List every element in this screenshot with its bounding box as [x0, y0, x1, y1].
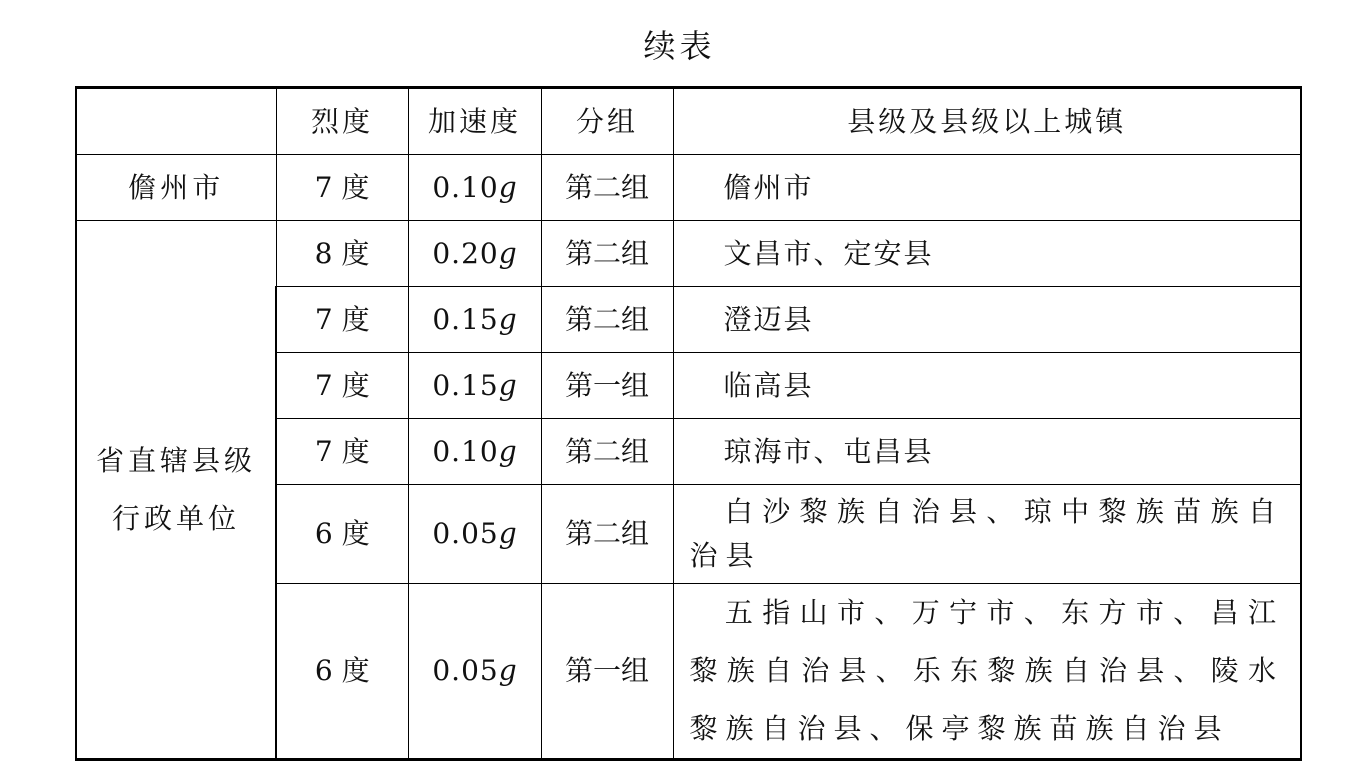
- header-cell-intensity: 烈度: [276, 88, 408, 155]
- acceleration-value: 0.05: [432, 654, 499, 687]
- towns-text: 文昌市、定安县: [723, 236, 934, 270]
- seismic-table: [75, 86, 1302, 761]
- g-unit: g: [498, 517, 517, 550]
- acceleration-value: 0.15: [432, 368, 499, 402]
- group-cell: 第二组: [541, 419, 673, 485]
- acceleration-value: 0.10: [432, 434, 499, 468]
- table-title: 续表: [643, 27, 716, 65]
- table-row: [76, 221, 1301, 287]
- towns-cell: [673, 419, 1301, 485]
- group-cell: 第一组: [541, 584, 673, 760]
- towns-cell: [673, 584, 1301, 760]
- towns-text: 澄迈县: [723, 302, 814, 336]
- region-line-1: 省直辖县级: [95, 443, 256, 477]
- group-cell: 第二组: [541, 485, 673, 584]
- towns-text: 临高县: [723, 368, 814, 402]
- towns-text: 儋州市: [723, 170, 814, 204]
- region-cell: 儋州市: [76, 155, 276, 221]
- acceleration-cell: [408, 221, 541, 287]
- acceleration-cell: [408, 155, 541, 221]
- group-cell: 第二组: [541, 221, 673, 287]
- g-unit: g: [498, 170, 517, 204]
- intensity-cell: 6 度: [276, 584, 408, 760]
- acceleration-value: 0.10: [432, 170, 499, 204]
- towns-text: 白沙黎族自治县、琼中黎族苗族自治县: [689, 495, 1284, 572]
- g-unit: g: [498, 302, 517, 336]
- acceleration-cell: [408, 419, 541, 485]
- group-cell: 第二组: [541, 155, 673, 221]
- header-cell-region: [76, 88, 276, 155]
- towns-cell: [673, 353, 1301, 419]
- intensity-cell: 7 度: [276, 419, 408, 485]
- intensity-cell: 7 度: [276, 155, 408, 221]
- intensity-cell: 7 度: [276, 353, 408, 419]
- g-unit: g: [498, 434, 517, 468]
- region-line-2: 行政单位: [111, 501, 240, 535]
- g-unit: g: [498, 368, 517, 402]
- towns-text: 琼海市、屯昌县: [723, 434, 934, 468]
- acceleration-cell: [408, 287, 541, 353]
- group-cell: 第二组: [541, 287, 673, 353]
- towns-cell: [673, 221, 1301, 287]
- acceleration-value: 0.15: [432, 302, 499, 336]
- group-cell: 第一组: [541, 353, 673, 419]
- g-unit: g: [498, 654, 517, 687]
- intensity-cell: 6 度: [276, 485, 408, 584]
- intensity-cell: 7 度: [276, 287, 408, 353]
- header-cell-acceleration: 加速度: [408, 88, 541, 155]
- header-row: [76, 88, 1301, 155]
- acceleration-cell: [408, 353, 541, 419]
- header-cell-group: 分组: [541, 88, 673, 155]
- region-cell: [76, 221, 276, 760]
- acceleration-value: 0.20: [432, 236, 499, 270]
- acceleration-cell: [408, 584, 541, 760]
- header-cell-towns: 县级及县级以上城镇: [673, 88, 1301, 155]
- acceleration-cell: [408, 485, 541, 584]
- towns-cell: [673, 155, 1301, 221]
- intensity-cell: 8 度: [276, 221, 408, 287]
- g-unit: g: [498, 236, 517, 270]
- towns-cell: [673, 287, 1301, 353]
- acceleration-value: 0.05: [432, 517, 499, 550]
- towns-cell: [673, 485, 1301, 584]
- table-row: [76, 155, 1301, 221]
- towns-text: 五指山市、万宁市、东方市、昌江黎族自治县、乐东黎族自治县、陵水黎族自治县、保亭黎族苗族自治县: [689, 596, 1284, 745]
